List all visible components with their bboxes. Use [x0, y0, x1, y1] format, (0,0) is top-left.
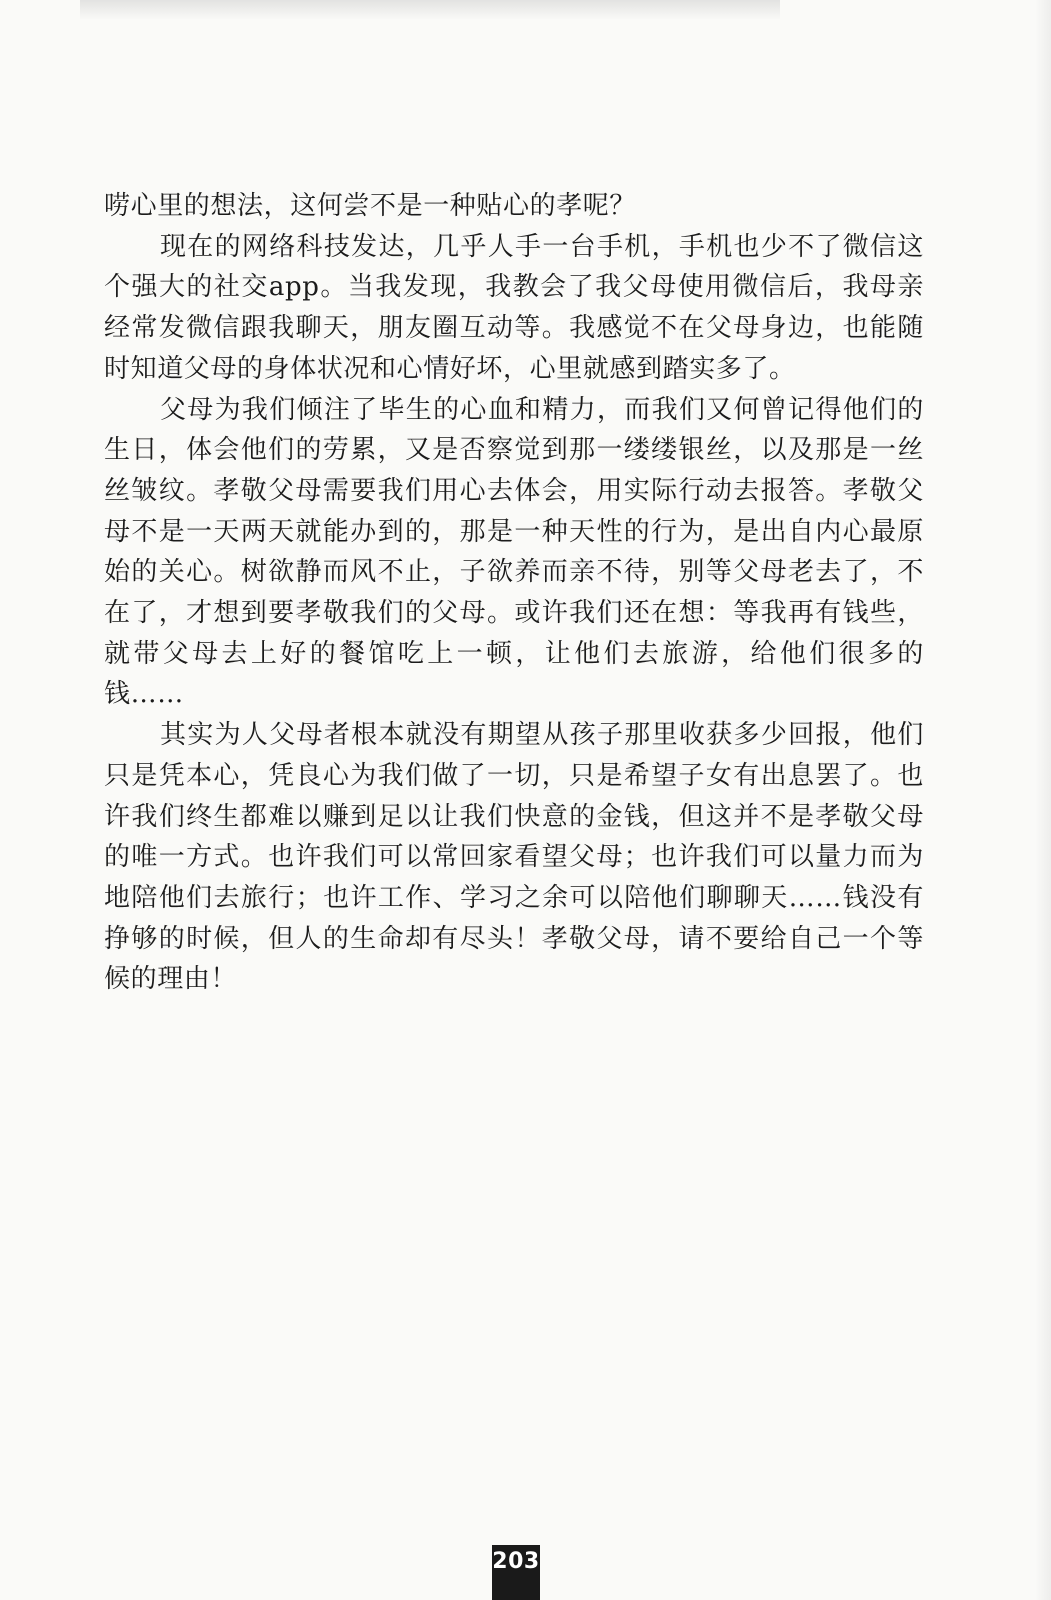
page-number: 203	[492, 1545, 540, 1600]
page-edge	[1035, 0, 1051, 1600]
paragraph-1: 唠心里的想法，这何尝不是一种贴心的孝呢？	[104, 191, 637, 221]
paragraph-4: 其实为人父母者根本就没有期望从孩子那里收获多少回报，他们只是凭本心，凭良心为我们做了一切，只是希望子女有出息罢了。也许我们终生都难以赚到足以让我们快意的金钱，但这并不是孝敬父母的唯一方式。也许我们可以常回家看望父母；也许我们可以量力而为地陪他们去旅行；也许工作、学习之余可以陪他们聊聊天……钱没有挣够的时候，但人的生命却有尽头！孝敬父母，请不要给自己一个等候的理由！	[104, 720, 924, 995]
paragraph-3: 父母为我们倾注了毕生的心血和精力，而我们又何曾记得他们的生日，体会他们的劳累，又是否察觉到那一缕缕银丝，以及那是一丝丝皱纹。孝敬父母需要我们用心去体会，用实际行动去报答。孝敬父母不是一天两天就能办到的，那是一种天性的行为，是出自内心最原始的关心。树欲静而风不止，子欲养而亲不待，别等父母老去了，不在了，才想到要孝敬我们的父母。或许我们还在想：等我再有钱些，就带父母去上好的餐馆吃上一顿，让他们去旅游，给他们很多的钱……	[104, 394, 924, 710]
paragraph-2: 现在的网络科技发达，几乎人手一台手机，手机也少不了微信这个强大的社交app。当我发现，我教会了我父母使用微信后，我母亲经常发微信跟我聊天，朋友圈互动等。我感觉不在父母身边，也能随时知道父母的身体状况和心情好坏，心里就感到踏实多了。	[104, 231, 924, 384]
body-text	[104, 186, 924, 1000]
scan-shadow	[80, 0, 780, 20]
